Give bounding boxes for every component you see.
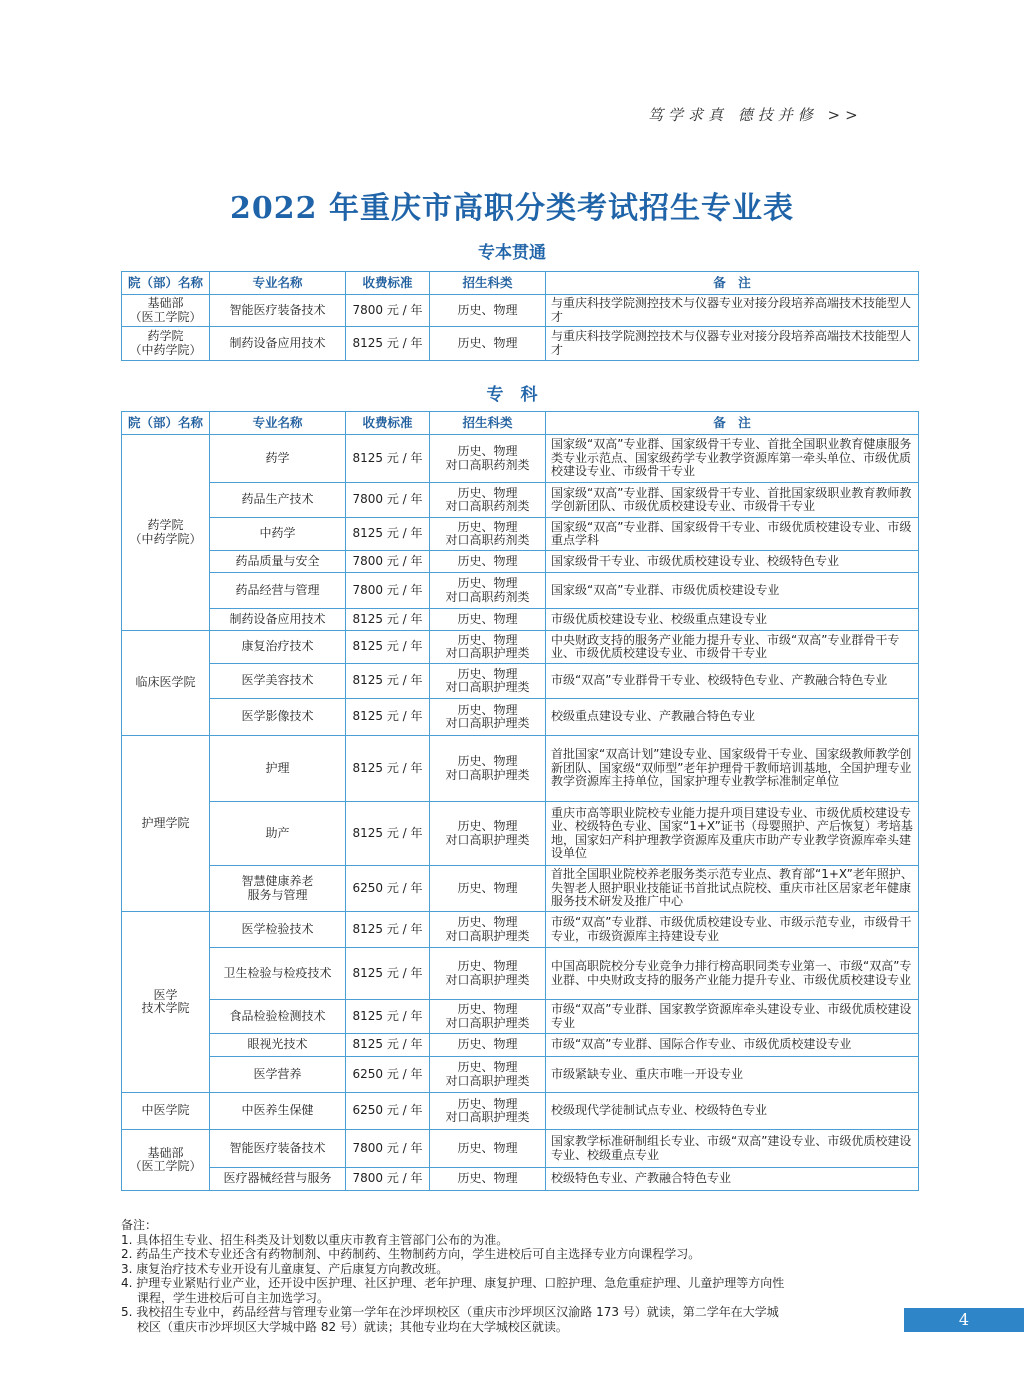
major-name: 医学检验技术 xyxy=(210,912,346,948)
admission-category: 历史、物理 xyxy=(430,1034,546,1057)
table-row xyxy=(122,1168,919,1191)
admission-category: 历史、物理 xyxy=(430,551,546,573)
major-name: 药品经营与管理 xyxy=(210,573,346,609)
remarks: 市级优质校建设专业、校级重点建设专业 xyxy=(546,609,919,631)
table-row xyxy=(122,609,919,631)
table-header-row xyxy=(122,272,919,295)
admission-category: 历史、物理 对口高职护理类 xyxy=(430,912,546,948)
page-title: 2022 年重庆市高职分类考试招生专业表 xyxy=(230,191,794,226)
table-row xyxy=(122,866,919,912)
department-name: 基础部 （医工学院） xyxy=(122,1130,210,1191)
table-row xyxy=(122,518,919,551)
table-row xyxy=(122,699,919,736)
tuition-fee: 7800 元 / 年 xyxy=(346,551,430,573)
remarks: 首批国家“双高计划”建设专业、国家级骨干专业、国家级教师教学创新团队、国家级“双师型”老年护理骨干教师培训基地，全国护理专业教学资源库主持单位，国家护理专业教学标准制定单位 xyxy=(546,736,919,802)
major-name: 医疗器械经营与服务 xyxy=(210,1168,346,1191)
major-name: 药品生产技术 xyxy=(210,483,346,518)
tuition-fee: 8125 元 / 年 xyxy=(346,948,430,1000)
section-title-junior-college: 专 科 xyxy=(486,385,538,405)
notes-heading: 备注： xyxy=(121,1218,158,1232)
remarks: 市级“双高”专业群、市级优质校建设专业、市级示范专业，市级骨干专业，市级资源库主持建设专业 xyxy=(546,912,919,948)
remarks: 市级“双高”专业群、国家教学资源库牵头建设专业、市级优质校建设专业 xyxy=(546,1000,919,1034)
table-row xyxy=(122,948,919,1000)
bachelor-track-table xyxy=(121,271,919,361)
table-row xyxy=(122,327,919,361)
table-row xyxy=(122,912,919,948)
tuition-fee: 7800 元 / 年 xyxy=(346,1130,430,1168)
school-motto: 笃学求真 德技并修 >> xyxy=(648,106,863,124)
major-name: 医学营养 xyxy=(210,1057,346,1093)
admission-category: 历史、物理 对口高职护理类 xyxy=(430,736,546,802)
admission-category: 历史、物理 对口高职护理类 xyxy=(430,699,546,736)
table-row xyxy=(122,1130,919,1168)
table-row xyxy=(122,1057,919,1093)
major-name: 卫生检验与检疫技术 xyxy=(210,948,346,1000)
major-name: 中药学 xyxy=(210,518,346,551)
admission-category: 历史、物理 对口高职护理类 xyxy=(430,948,546,1000)
header-major: 专业名称 xyxy=(210,272,346,295)
tuition-fee: 8125 元 / 年 xyxy=(346,327,430,361)
tuition-fee: 8125 元 / 年 xyxy=(346,435,430,483)
tuition-fee: 8125 元 / 年 xyxy=(346,664,430,699)
tuition-fee: 7800 元 / 年 xyxy=(346,483,430,518)
note-item-continued: 校区（重庆市沙坪坝区大学城中路 82 号）就读；其他专业均在大学城校区就读。 xyxy=(137,1319,568,1334)
remarks: 市级“双高”专业群骨干专业、校级特色专业、产教融合特色专业 xyxy=(546,664,919,699)
table-row xyxy=(122,551,919,573)
table-row xyxy=(122,435,919,483)
remarks: 与重庆科技学院测控技术与仪器专业对接分段培养高端技术技能型人才 xyxy=(546,327,919,361)
major-name: 药学 xyxy=(210,435,346,483)
remarks: 国家级“双高”专业群、国家级骨干专业、首批国家级职业教育教师教学创新团队、市级优质校建设专业、市级骨干专业 xyxy=(546,483,919,518)
tuition-fee: 7800 元 / 年 xyxy=(346,1168,430,1191)
admission-category: 历史、物理 对口高职护理类 xyxy=(430,802,546,866)
remarks: 校级重点建设专业、产教融合特色专业 xyxy=(546,699,919,736)
remarks: 中国高职院校分专业竞争力排行榜高职同类专业第一、市级“双高”专业群、中央财政支持的服务产业能力提升专业、市级优质校建设专业 xyxy=(546,948,919,1000)
remarks: 首批全国职业院校养老服务类示范专业点、教育部“1+X”老年照护、失智老人照护职业技能证书首批试点院校、重庆市社区居家老年健康服务技术研发及推广中心 xyxy=(546,866,919,912)
remarks: 国家级骨干专业、市级优质校建设专业、校级特色专业 xyxy=(546,551,919,573)
header-category: 招生科类 xyxy=(430,412,546,435)
admission-category: 历史、物理 对口高职药剂类 xyxy=(430,573,546,609)
department-name: 临床医学院 xyxy=(122,631,210,736)
major-name: 制药设备应用技术 xyxy=(210,327,346,361)
header-fee: 收费标准 xyxy=(346,272,430,295)
remarks: 国家级“双高”专业群、市级优质校建设专业 xyxy=(546,573,919,609)
admission-category: 历史、物理 对口高职护理类 xyxy=(430,1057,546,1093)
remarks: 国家级“双高”专业群、国家级骨干专业、首批全国职业教育健康服务类专业示范点、国家级药学专业教学资源库第一牵头单位、市级优质校建设专业、市级骨干专业 xyxy=(546,435,919,483)
remarks: 校级现代学徒制试点专业、校级特色专业 xyxy=(546,1093,919,1130)
tuition-fee: 7800 元 / 年 xyxy=(346,295,430,327)
table-row xyxy=(122,483,919,518)
section-title-bachelor-track: 专本贯通 xyxy=(478,243,546,263)
table-row xyxy=(122,1093,919,1130)
tuition-fee: 6250 元 / 年 xyxy=(346,866,430,912)
tuition-fee: 8125 元 / 年 xyxy=(346,518,430,551)
tuition-fee: 6250 元 / 年 xyxy=(346,1057,430,1093)
note-item: 3. 康复治疗技术专业开设有儿童康复、产后康复方向教改班。 xyxy=(121,1261,449,1276)
major-name: 智慧健康养老 服务与管理 xyxy=(210,866,346,912)
tuition-fee: 8125 元 / 年 xyxy=(346,699,430,736)
notes-block xyxy=(121,1218,901,1334)
admission-category: 历史、物理 xyxy=(430,295,546,327)
major-name: 医学影像技术 xyxy=(210,699,346,736)
tuition-fee: 8125 元 / 年 xyxy=(346,736,430,802)
note-item: 4. 护理专业紧贴行业产业，还开设中医护理、社区护理、老年护理、康复护理、口腔护理、急危重症护理、儿童护理等方向性 xyxy=(121,1276,785,1290)
department-name: 医学 技术学院 xyxy=(122,912,210,1093)
table-row xyxy=(122,631,919,664)
major-name: 制药设备应用技术 xyxy=(210,609,346,631)
tuition-fee: 8125 元 / 年 xyxy=(346,912,430,948)
major-name: 康复治疗技术 xyxy=(210,631,346,664)
note-item-continued: 课程，学生进校后可自主加选学习。 xyxy=(137,1290,330,1305)
note-item: 5. 我校招生专业中，药品经营与管理专业第一学年在沙坪坝校区（重庆市沙坪坝区汉渝路 173 号）就读，第二学年在大学城 xyxy=(121,1305,779,1319)
header-remarks: 备 注 xyxy=(546,272,919,295)
department-name: 护理学院 xyxy=(122,736,210,912)
header-department: 院（部）名称 xyxy=(122,272,210,295)
major-name: 护理 xyxy=(210,736,346,802)
admission-category: 历史、物理 xyxy=(430,1130,546,1168)
remarks: 国家教学标准研制组长专业、市级“双高”建设专业、市级优质校建设专业、校级重点专业 xyxy=(546,1130,919,1168)
tuition-fee: 8125 元 / 年 xyxy=(346,631,430,664)
major-name: 药品质量与安全 xyxy=(210,551,346,573)
tuition-fee: 8125 元 / 年 xyxy=(346,609,430,631)
major-name: 中医养生保健 xyxy=(210,1093,346,1130)
tuition-fee: 8125 元 / 年 xyxy=(346,1000,430,1034)
major-name: 眼视光技术 xyxy=(210,1034,346,1057)
remarks: 市级紧缺专业、重庆市唯一开设专业 xyxy=(546,1057,919,1093)
remarks: 中央财政支持的服务产业能力提升专业、市级“双高”专业群骨干专业、市级优质校建设专业、市级骨干专业 xyxy=(546,631,919,664)
note-item: 1. 具体招生专业、招生科类及计划数以重庆市教育主管部门公布的为准。 xyxy=(121,1232,509,1247)
admission-category: 历史、物理 对口高职药剂类 xyxy=(430,483,546,518)
major-name: 智能医疗装备技术 xyxy=(210,1130,346,1168)
header-department: 院（部）名称 xyxy=(122,412,210,435)
table-header-row xyxy=(122,412,919,435)
junior-college-table xyxy=(121,411,919,1191)
admission-category: 历史、物理 xyxy=(430,327,546,361)
header-category: 招生科类 xyxy=(430,272,546,295)
note-item: 2. 药品生产技术专业还含有药物制剂、中药制药、生物制药方向，学生进校后可自主选择专业方向课程学习。 xyxy=(121,1247,701,1261)
admission-category: 历史、物理 xyxy=(430,609,546,631)
table-row xyxy=(122,736,919,802)
table-row xyxy=(122,573,919,609)
table-row xyxy=(122,1000,919,1034)
remarks: 与重庆科技学院测控技术与仪器专业对接分段培养高端技术技能型人才 xyxy=(546,295,919,327)
remarks: 重庆市高等职业院校专业能力提升项目建设专业、市级优质校建设专业、校级特色专业、国家“1+X”证书（母婴照护、产后恢复）考培基地，国家妇产科护理教学资源库及重庆市助产专业教学资源库牵头建设单位 xyxy=(546,802,919,866)
major-name: 助产 xyxy=(210,802,346,866)
table-row xyxy=(122,295,919,327)
department-name: 中医学院 xyxy=(122,1093,210,1130)
department-name: 药学院 （中药学院） xyxy=(122,327,210,361)
department-name: 药学院 （中药学院） xyxy=(122,435,210,631)
admission-category: 历史、物理 对口高职药剂类 xyxy=(430,518,546,551)
page-number: 4 xyxy=(904,1308,1024,1332)
tuition-fee: 8125 元 / 年 xyxy=(346,802,430,866)
admission-category: 历史、物理 对口高职护理类 xyxy=(430,631,546,664)
table-row xyxy=(122,664,919,699)
table-row xyxy=(122,1034,919,1057)
header-major: 专业名称 xyxy=(210,412,346,435)
remarks: 国家级“双高”专业群、国家级骨干专业、市级优质校建设专业、市级重点学科 xyxy=(546,518,919,551)
header-remarks: 备 注 xyxy=(546,412,919,435)
tuition-fee: 7800 元 / 年 xyxy=(346,573,430,609)
major-name: 智能医疗装备技术 xyxy=(210,295,346,327)
admission-category: 历史、物理 xyxy=(430,866,546,912)
table-row xyxy=(122,802,919,866)
admission-category: 历史、物理 对口高职药剂类 xyxy=(430,435,546,483)
major-name: 食品检验检测技术 xyxy=(210,1000,346,1034)
major-name: 医学美容技术 xyxy=(210,664,346,699)
department-name: 基础部 （医工学院） xyxy=(122,295,210,327)
remarks: 校级特色专业、产教融合特色专业 xyxy=(546,1168,919,1191)
admission-category: 历史、物理 对口高职护理类 xyxy=(430,1093,546,1130)
tuition-fee: 6250 元 / 年 xyxy=(346,1093,430,1130)
tuition-fee: 8125 元 / 年 xyxy=(346,1034,430,1057)
remarks: 市级“双高”专业群、国际合作专业、市级优质校建设专业 xyxy=(546,1034,919,1057)
admission-category: 历史、物理 对口高职护理类 xyxy=(430,1000,546,1034)
header-fee: 收费标准 xyxy=(346,412,430,435)
admission-category: 历史、物理 xyxy=(430,1168,546,1191)
admission-category: 历史、物理 对口高职护理类 xyxy=(430,664,546,699)
